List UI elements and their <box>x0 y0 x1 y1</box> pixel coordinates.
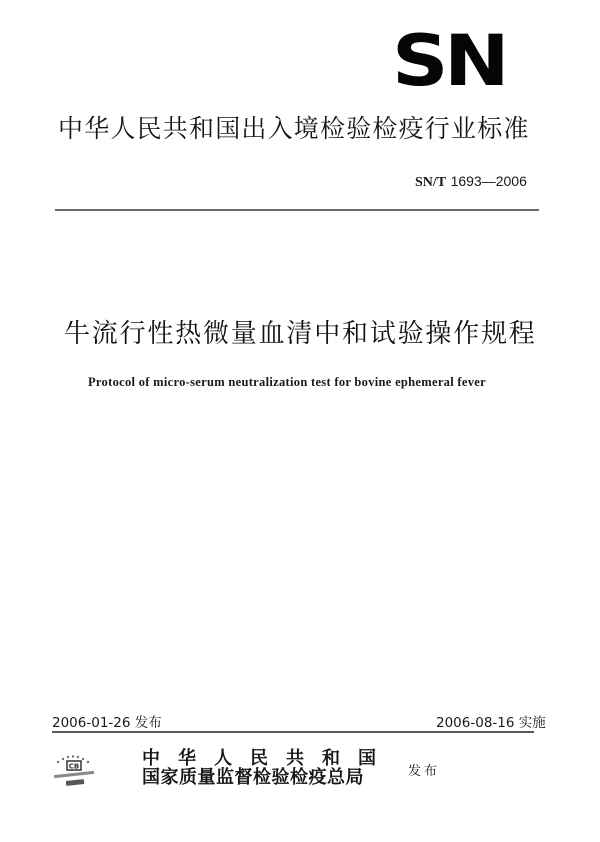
publisher-issued-label: 发布 <box>408 764 441 779</box>
footer-divider <box>52 731 534 733</box>
header-divider <box>55 209 539 211</box>
standard-number <box>415 172 527 192</box>
svg-text:CB: CB <box>68 762 80 771</box>
implementation-date: 2006-08-16 实施 <box>436 715 546 731</box>
document-title-english: Protocol of micro-serum neutralization test for bovine ephemeral fever <box>88 375 486 389</box>
issue-date: 2006-01-26 发布 <box>52 715 162 731</box>
publisher-country: 中华人民共和国 <box>142 748 394 769</box>
publisher-agency: 国家质量监督检验检疫总局 <box>142 767 364 788</box>
standard-number-prefix: SN/T <box>415 175 447 190</box>
industry-standard-heading: 中华人民共和国出入境检验检疫行业标准 <box>58 114 530 143</box>
publisher-seal-icon <box>48 752 104 792</box>
sn-logo: SN <box>392 20 506 102</box>
standard-number-value: 1693—2006 <box>450 173 527 189</box>
document-title-chinese: 牛流行性热微量血清中和试验操作规程 <box>64 319 537 349</box>
